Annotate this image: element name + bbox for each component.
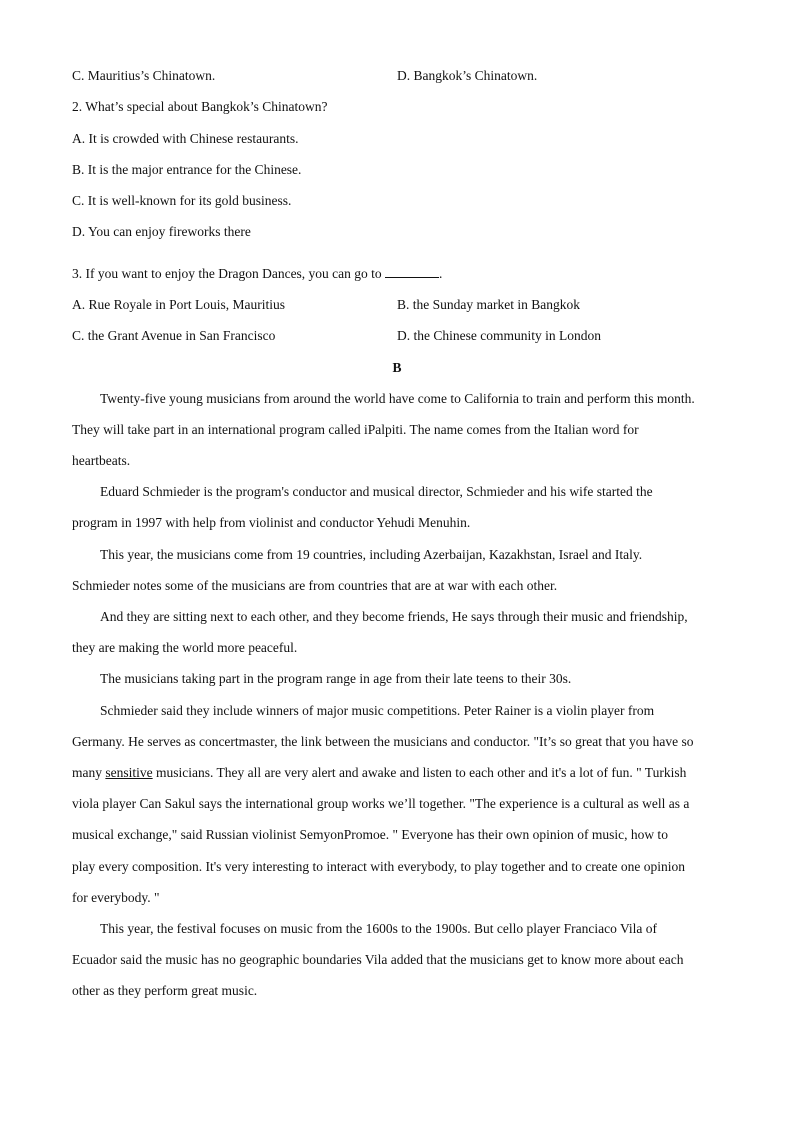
- q3-stem-end: .: [439, 266, 443, 281]
- passage-line: Twenty-five young musicians from around the world have come to California to train and perform this month.: [100, 391, 695, 406]
- q1-option-c: C. Mauritius’s Chinatown.: [72, 68, 216, 83]
- q3-option-a: A. Rue Royale in Port Louis, Mauritius: [72, 297, 285, 312]
- passage-line: program in 1997 with help from violinist and conductor Yehudi Menuhin.: [72, 515, 471, 530]
- q3-stem-text: 3. If you want to enjoy the Dragon Dances, you can go to: [72, 266, 382, 281]
- answer-blank: [385, 266, 439, 278]
- q2-option-b: B. It is the major entrance for the Chinese.: [72, 162, 302, 177]
- passage-text: Turkish: [644, 765, 687, 780]
- passage-line: Schmieder said they include winners of major music competitions. Peter Rainer is a violin player from: [100, 703, 655, 718]
- section-b-heading: B: [392, 360, 402, 375]
- q3-option-d: D. the Chinese community in London: [397, 328, 601, 343]
- passage-line: And they are sitting next to each other, and they become friends, He says through their music and friendship,: [100, 609, 688, 624]
- q3-option-b: B. the Sunday market in Bangkok: [397, 297, 580, 312]
- passage-line: [72, 765, 686, 781]
- passage-line: other as they perform great music.: [72, 983, 258, 998]
- passage-text: musicians. They all are very alert and awake and listen to each other and it's a lot of fun. ": [156, 765, 642, 780]
- passage-line: The musicians taking part in the program range in age from their late teens to their 30s.: [100, 671, 572, 686]
- passage-line: viola player Can Sakul says the international group works we’ll together. "The experience is a cultural as well as a: [72, 796, 690, 811]
- passage-line: they are making the world more peaceful.: [72, 640, 298, 655]
- q2-option-c: C. It is well-known for its gold business.: [72, 193, 292, 208]
- passage-line: heartbeats.: [72, 453, 131, 468]
- passage-line: for everybody. ": [72, 890, 160, 905]
- q2-option-a: A. It is crowded with Chinese restaurants.: [72, 131, 299, 146]
- passage-line: They will take part in an international program called iPalpiti. The name comes from the Italian word for: [72, 422, 639, 437]
- q2-option-d: D. You can enjoy fireworks there: [72, 224, 251, 239]
- passage-line: musical exchange," said Russian violinist SemyonPromoe. " Everyone has their own opinion of music, how to: [72, 827, 668, 842]
- passage-line: This year, the festival focuses on music from the 1600s to the 1900s. But cello player Franciaco Vila of: [100, 921, 658, 936]
- q3-option-c: C. the Grant Avenue in San Francisco: [72, 328, 276, 343]
- passage-line: Ecuador said the music has no geographic boundaries Vila added that the musicians get to know more about each: [72, 952, 684, 967]
- passage-line: Germany. He serves as concertmaster, the link between the musicians and conductor. "It’s so great that you have so: [72, 734, 694, 749]
- passage-text: many: [72, 765, 102, 780]
- q1-option-d: D. Bangkok’s Chinatown.: [397, 68, 538, 83]
- q3-stem: [72, 266, 442, 282]
- q2-stem: 2. What’s special about Bangkok’s Chinatown?: [72, 99, 328, 114]
- underlined-word: sensitive: [105, 765, 153, 780]
- passage-line: play every composition. It's very interesting to interact with everybody, to play together and to create one opinion: [72, 859, 686, 874]
- passage-line: This year, the musicians come from 19 countries, including Azerbaijan, Kazakhstan, Israel and Italy.: [100, 547, 643, 562]
- passage-line: Eduard Schmieder is the program's conductor and musical director, Schmieder and his wife started the: [100, 484, 653, 499]
- passage-line: Schmieder notes some of the musicians are from countries that are at war with each other.: [72, 578, 558, 593]
